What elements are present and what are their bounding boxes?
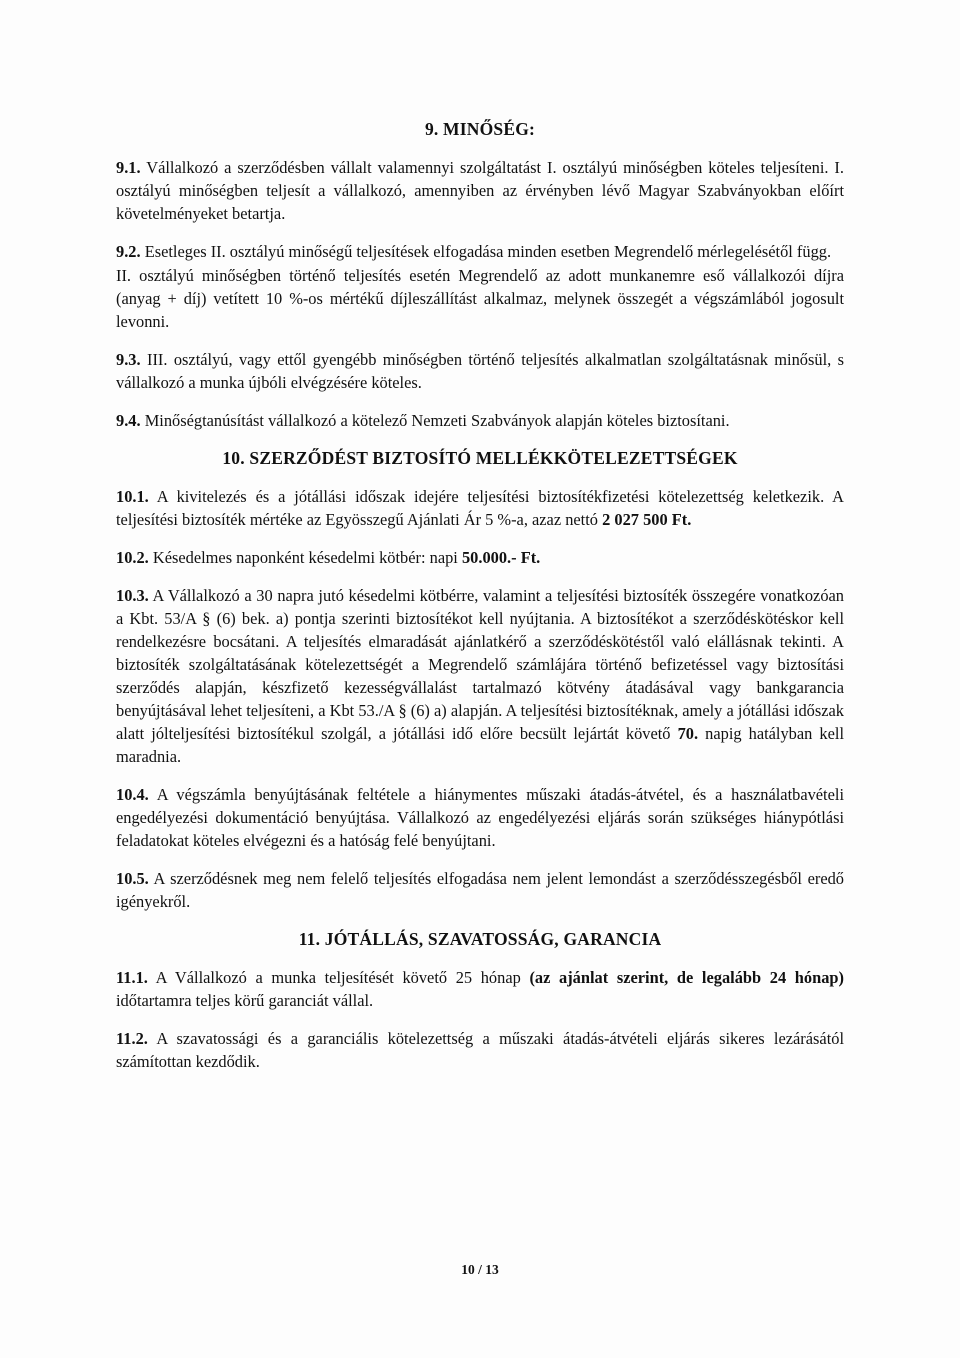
- paragraph-number: 10.4.: [116, 785, 149, 804]
- paragraph-text-end: napig hatályban kell maradnia.: [116, 724, 844, 766]
- paragraph-10-3: [116, 584, 844, 768]
- paragraph-text-end: időtartamra teljes körű garanciát vállal.: [116, 991, 374, 1010]
- paragraph-9-2-continued: II. osztályú minőségben történő teljesítés esetén Megrendelő az adott munkanemre eső vállalkozói díjra (anyag + díj) vetített 10 %-os mértékű díjleszállítást alkalmaz, melynek összegét a végszámlából jogosult levonni.: [116, 266, 844, 331]
- paragraph-text: A végszámla benyújtásának feltétele a hiánymentes műszaki átadás-átvétel, és a használatbavételi engedélyezési dokumentáció benyújtása. Vállalkozó az engedélyezési eljárás során szükséges hiánypótlási feladatokat köteles elvégezni és a hatóság felé benyújtani.: [116, 785, 844, 850]
- page-content: [116, 118, 844, 1088]
- paragraph-number: 10.5.: [116, 869, 149, 888]
- paragraph-9-4: [116, 409, 844, 432]
- paragraph-number: 10.3.: [116, 586, 149, 605]
- guarantee-amount: 2 027 500 Ft: [602, 510, 688, 529]
- paragraph-text: A szavatossági és a garanciális kötelezettség a műszaki átadás-átvételi eljárás sikeres lezárásától számítottan kezdődik.: [116, 1029, 844, 1071]
- paragraph-number: 10.2.: [116, 548, 149, 567]
- paragraph-number: 10.1.: [116, 487, 149, 506]
- section-title-warranty: 11. JÓTÁLLÁS, SZAVATOSSÁG, GARANCIA: [298, 929, 662, 949]
- paragraph-number: 9.1.: [116, 158, 141, 177]
- paragraph-11-2: [116, 1027, 844, 1073]
- paragraph-number: 9.2.: [116, 242, 141, 261]
- paragraph-10-4: [116, 783, 844, 852]
- paragraph-text: Vállalkozó a szerződésben vállalt valamennyi szolgáltatást I. osztályú minőségben köteles teljesíteni. I. osztályú minőségben teljesít a vállalkozó, amennyiben az érvényben lévő Magyar Szabványokban előírt követelményeket betartja.: [116, 158, 844, 223]
- days-value: 70.: [677, 724, 699, 743]
- paragraph-9-2: [116, 240, 844, 263]
- section-title-quality: 9. MINŐSÉG:: [424, 119, 536, 139]
- paragraph-text: A szerződésnek meg nem felelő teljesítés elfogadása nem jelent lemondást a szerződésszegésből eredő igényekről.: [116, 869, 844, 911]
- paragraph-number: 11.1.: [116, 968, 148, 987]
- paragraph-text: Késedelmes naponként késedelmi kötbér: napi: [152, 548, 458, 567]
- paragraph-number: 9.4.: [116, 411, 141, 430]
- paragraph-text: A Vállalkozó a munka teljesítését követő 25 hónap: [155, 968, 521, 987]
- paragraph-text: Minőségtanúsítást vállalkozó a kötelező Nemzeti Szabványok alapján köteles biztosítani.: [144, 411, 730, 430]
- paragraph-text: A Vállalkozó a 30 napra jutó késedelmi kötbérre, valamint a teljesítési biztosíték összegére vonatkozóan a Kbt. 53/A § (6) bek. a) pontja szerinti biztosítékot kell nyújtania. A biztosítékot a szerződéskötéskor kell rendelkezésre bocsátani. A teljesítés elmaradását ajánlatkérő a szerződéskötéstől való elállásnak tekinti. A biztosíték szolgáltatásának kötelezettségét a Megrendelő számlájára történő befizetéssel vagy biztosítási szerződés alapján, készfizető kezességvállalást tartalmazó kötvény átadásával vagy bankgarancia benyújtásával lehet teljesíteni, a Kbt 53./A § (6) a) alapján. A teljesítési biztosítéknak, amely a jótállási időszak alatt jólteljesítési biztosítékul szolgál, a jótállási idő előre becsült lejártát követő: [116, 586, 844, 743]
- paragraph-10-1: [116, 485, 844, 531]
- paragraph-9-1: [116, 156, 844, 225]
- punctuation: .: [536, 548, 541, 567]
- paragraph-text: III. osztályú, vagy ettől gyengébb minőségben történő teljesítés alkalmatlan szolgáltatásnak minősül, s vállalkozó a munka újbóli elvégzésére köteles.: [116, 350, 844, 392]
- penalty-amount: 50.000.- Ft: [461, 548, 537, 567]
- paragraph-10-2: [116, 546, 844, 569]
- paragraph-9-3: [116, 348, 844, 394]
- paragraph-text: A kivitelezés és a jótállási időszak idejére teljesítési biztosítékfizetési kötelezettség keletkezik. A teljesítési biztosíték mértéke az Egyösszegű Ajánlati Ár 5 %-a, azaz nettó: [116, 487, 844, 529]
- section-title-guarantees: 10. SZERZŐDÉST BIZTOSÍTÓ MELLÉKKÖTELEZETTSÉGEK: [222, 448, 738, 468]
- paragraph-11-1: [116, 966, 844, 1012]
- page-number: 10 / 13: [461, 1262, 499, 1277]
- paragraph-text: Esetleges II. osztályú minőségű teljesítések elfogadása minden esetben Megrendelő mérlegelésétől függ.: [144, 242, 832, 261]
- warranty-term: (az ajánlat szerint, de legalább 24 hónap): [529, 968, 844, 987]
- paragraph-number: 9.3.: [116, 350, 141, 369]
- punctuation: .: [687, 510, 692, 529]
- paragraph-10-5: [116, 867, 844, 913]
- paragraph-number: 11.2.: [116, 1029, 148, 1048]
